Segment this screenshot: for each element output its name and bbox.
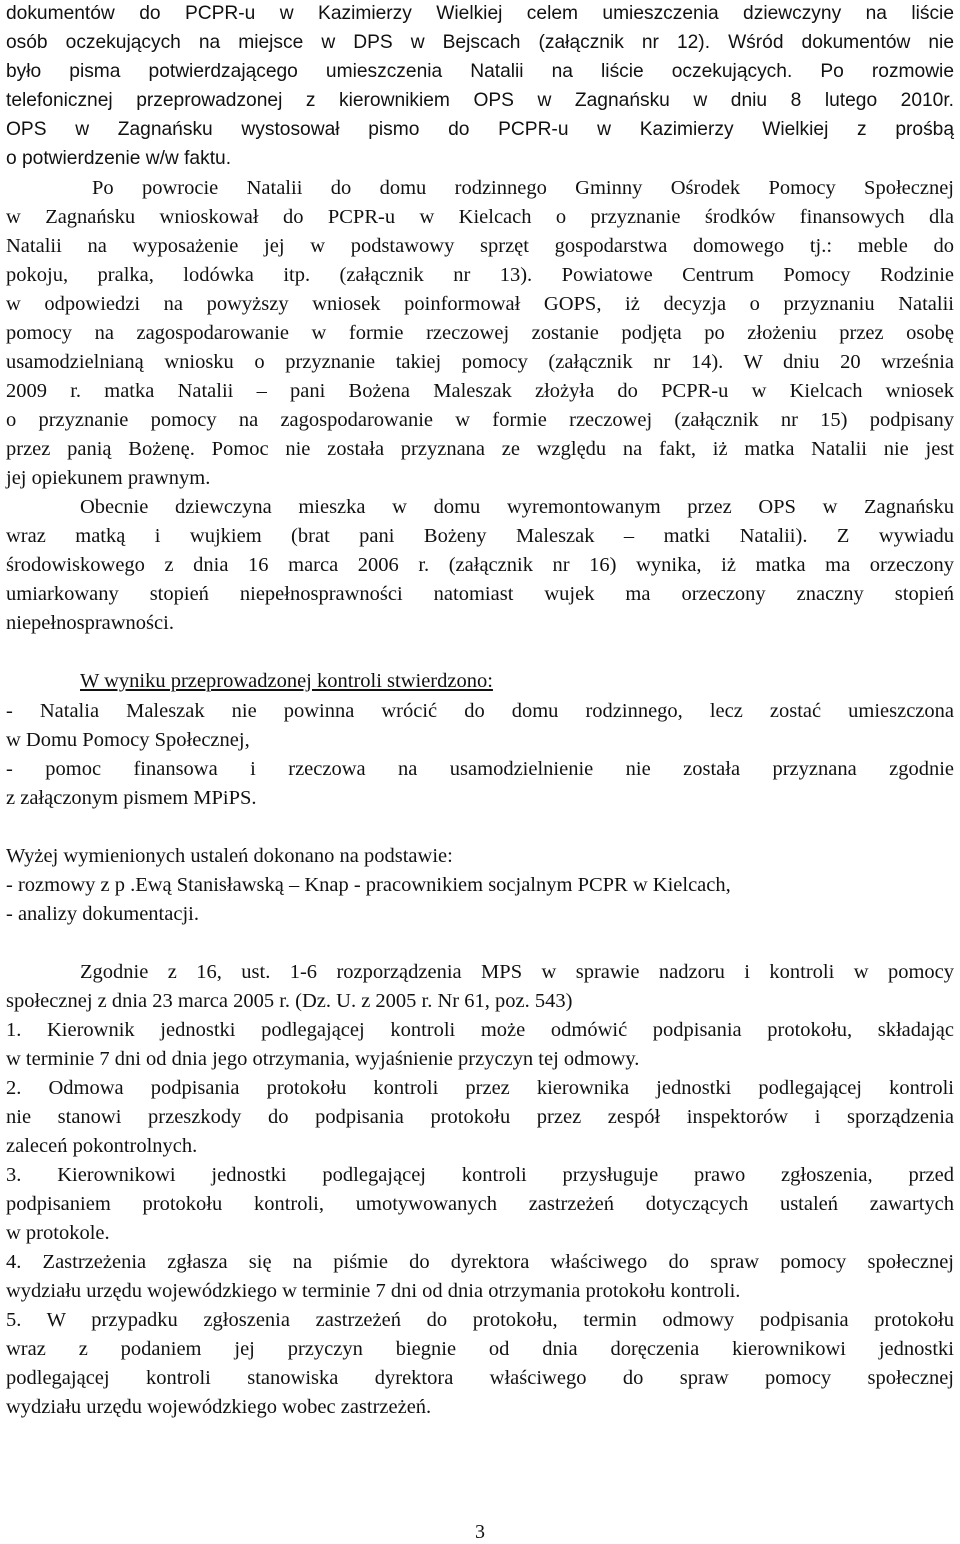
legal-line: 2. Odmowa podpisania protokołu kontroli przez kierownika jednostki podlegającej kontroli <box>6 1077 954 1099</box>
paragraph-line: jej opiekunem prawnym. <box>6 467 211 489</box>
basis-line: - rozmowy z p .Ewą Stanisławską – Knap - pracownikiem socjalnym PCPR w Kielcach, <box>6 874 731 896</box>
paragraph-line: umiarkowany stopień niepełnosprawności natomiast wujek ma orzeczony znaczny stopień <box>6 583 954 605</box>
basis-line: Wyżej wymienionych ustaleń dokonano na podstawie: <box>6 845 453 867</box>
legal-line: 5. W przypadku zgłoszenia zastrzeżeń do protokołu, termin odmowy podpisania protokołu <box>6 1309 954 1331</box>
paragraph-line: w Zagnańsku wnioskował do PCPR-u w Kielcach o przyznanie środków finansowych dla <box>6 206 954 228</box>
basis-line: - analizy dokumentacji. <box>6 903 199 925</box>
legal-line: podpisaniem protokołu kontroli, umotywowanych zastrzeżeń dotyczących ustaleń zawartych <box>6 1193 954 1215</box>
legal-line: zaleceń pokontrolnych. <box>6 1135 198 1157</box>
finding-line: w Domu Pomocy Społecznej, <box>6 729 250 751</box>
intro-line: osób oczekujących na miejsce w DPS w Bejscach (załącznik nr 12). Wśród dokumentów nie <box>6 32 954 53</box>
legal-line: podlegającej kontroli stanowiska dyrektora właściwego do spraw pomocy społecznej <box>6 1367 954 1389</box>
paragraph-line: 2009 r. matka Natalii – pani Bożena Maleszak złożyła do PCPR-u w Kielcach wniosek <box>6 380 954 402</box>
paragraph-line: środowiskowego z dnia 16 marca 2006 r. (załącznik nr 16) wynika, iż matka ma orzeczony <box>6 554 954 576</box>
intro-line: było pisma potwierdzającego umieszczenia Natalii na liście oczekujących. Po rozmowie <box>6 61 954 82</box>
paragraph-line: Po powrocie Natalii do domu rodzinnego Gminny Ośrodek Pomocy Społecznej <box>92 177 954 199</box>
paragraph-line: Obecnie dziewczyna mieszka w domu wyremontowanym przez OPS w Zagnańsku <box>80 496 954 518</box>
legal-line: 1. Kierownik jednostki podlegającej kontroli może odmówić podpisania protokołu, składając <box>6 1019 954 1041</box>
intro-line: OPS w Zagnańsku wystosował pismo do PCPR-u w Kazimierzy Wielkiej z prośbą <box>6 119 954 140</box>
intro-line: dokumentów do PCPR-u w Kazimierzy Wielkiej celem umieszczenia dziewczyny na liście <box>6 3 954 24</box>
paragraph-line: pomocy na zagospodarowanie w formie rzeczowej zostanie podjęta po złożeniu przez osobę <box>6 322 954 344</box>
legal-line: nie stanowi przeszkody do podpisania protokołu przez zespół inspektorów i sporządzenia <box>6 1106 954 1128</box>
paragraph-line: usamodzielnianą wniosku o przyznanie takiej pomocy (załącznik nr 14). W dniu 20 września <box>6 351 954 373</box>
legal-line: w protokole. <box>6 1222 110 1244</box>
intro-line: o potwierdzenie w/w faktu. <box>6 148 232 169</box>
legal-line: Zgodnie z 16, ust. 1-6 rozporządzenia MPS w sprawie nadzoru i kontroli w pomocy <box>80 961 954 983</box>
legal-line: społecznej z dnia 23 marca 2005 r. (Dz. U. z 2005 r. Nr 61, poz. 543) <box>6 990 573 1012</box>
paragraph-line: o przyznanie pomocy na zagospodarowanie w formie rzeczowej (załącznik nr 15) podpisany <box>6 409 954 431</box>
paragraph-line: Natalii na wyposażenie jej w podstawowy sprzęt gospodarstwa domowego tj.: meble do <box>6 235 954 257</box>
legal-line: w terminie 7 dni od dnia jego otrzymania, wyjaśnienie przyczyn tej odmowy. <box>6 1048 640 1070</box>
finding-line: z załączonym pismem MPiPS. <box>6 787 257 809</box>
legal-line: wydziału urzędu wojewódzkiego w terminie 7 dni od dnia otrzymania protokołu kontroli. <box>6 1280 741 1302</box>
legal-line: wraz z podaniem jej przyczyn biegnie od dnia doręczenia kierownikowi jednostki <box>6 1338 954 1360</box>
paragraph-line: w odpowiedzi na powyższy wniosek poinformował GOPS, iż decyzja o przyznaniu Natalii <box>6 293 954 315</box>
paragraph-line: niepełnosprawności. <box>6 612 174 634</box>
findings-heading: W wyniku przeprowadzonej kontroli stwierdzono: <box>80 670 493 692</box>
legal-line: 4. Zastrzeżenia zgłasza się na piśmie do dyrektora właściwego do spraw pomocy społecznej <box>6 1251 954 1273</box>
paragraph-line: pokoju, pralka, lodówka itp. (załącznik nr 13). Powiatowe Centrum Pomocy Rodzinie <box>6 264 954 286</box>
paragraph-line: przez panią Bożenę. Pomoc nie została przyznana ze względu na fakt, iż matka Natalii nie jest <box>6 438 954 460</box>
legal-line: wydziału urzędu wojewódzkiego wobec zastrzeżeń. <box>6 1396 432 1418</box>
paragraph-line: wraz matką i wujkiem (brat pani Bożeny Maleszak – matki Natalii). Z wywiadu <box>6 525 954 547</box>
intro-line: telefonicznej przeprowadzonej z kierownikiem OPS w Zagnańsku w dniu 8 lutego 2010r. <box>6 90 954 111</box>
finding-line: - pomoc finansowa i rzeczowa na usamodzielnienie nie została przyznana zgodnie <box>6 758 954 780</box>
legal-line: 3. Kierownikowi jednostki podlegającej kontroli przysługuje prawo zgłoszenia, przed <box>6 1164 954 1186</box>
finding-line: - Natalia Maleszak nie powinna wrócić do domu rodzinnego, lecz zostać umieszczona <box>6 700 954 722</box>
page-number: 3 <box>475 1521 485 1543</box>
